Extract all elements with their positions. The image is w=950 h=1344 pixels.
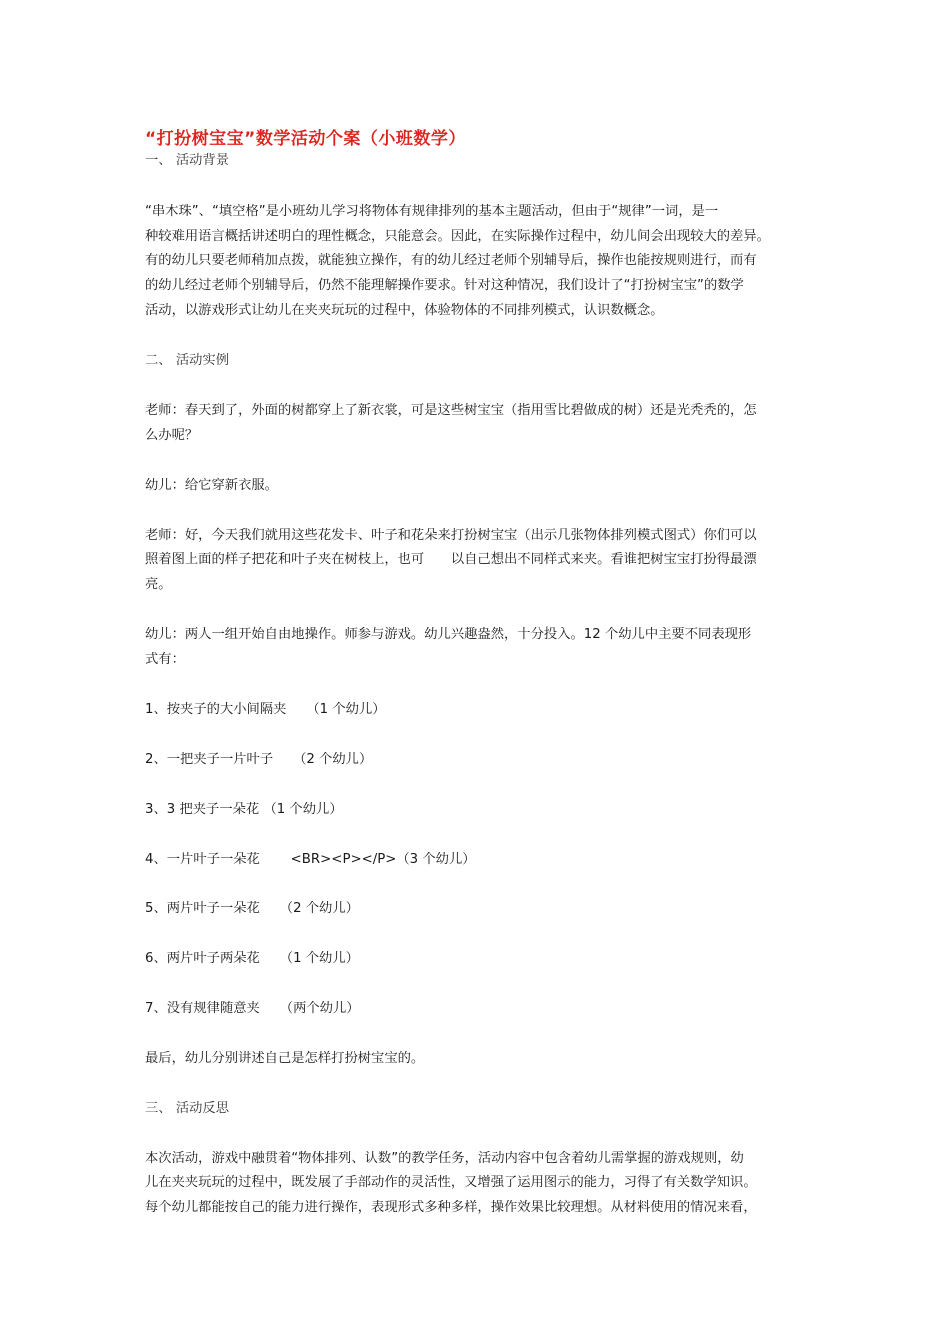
teacher-dialogue-line: 亮。 [145,577,172,592]
child-dialogue-line: 式有： [145,652,185,667]
list-item: 5、两片叶子一朵花 （2 个幼儿） [145,901,359,916]
background-paragraph-line: 的幼儿经过老师个别辅导后，仍然不能理解操作要求。针对这种情况，我们设计了“打扮树宝宝”的数学 [145,278,744,293]
background-paragraph-line: 活动，以游戏形式让幼儿在夹夹玩玩的过程中，体验物体的不同排列模式，认识数概念。 [145,303,664,318]
teacher-dialogue-line: 老师：好，今天我们就用这些花发卡、叶子和花朵来打扮树宝宝（出示几张物体排列模式图式）你们可以 [145,528,757,543]
section-heading-example: 二、 活动实例 [145,353,230,368]
list-item: 2、一把夹子一片叶子 （2 个幼儿） [145,752,373,767]
reflection-paragraph-line: 每个幼儿都能按自己的能力进行操作，表现形式多种多样，操作效果比较理想。从材料使用的情况来看， [145,1200,757,1215]
list-item: 6、两片叶子两朵花 （1 个幼儿） [145,951,359,966]
list-item: 1、按夹子的大小间隔夹 （1 个幼儿） [145,702,386,717]
list-item: 7、没有规律随意夹 （两个幼儿） [145,1001,360,1016]
list-item: 3、3 把夹子一朵花 （1 个幼儿） [145,802,343,817]
teacher-dialogue-line: 么办呢？ [145,428,199,443]
background-paragraph-line: 种较难用语言概括讲述明白的理性概念，只能意会。因此，在实际操作过程中，幼儿间会出现较大的差异。 [145,229,770,244]
reflection-paragraph-line: 儿在夹夹玩玩的过程中，既发展了手部动作的灵活性，又增强了运用图示的能力，习得了有关数学知识。 [145,1175,757,1190]
list-item: 4、一片叶子一朵花 <BR><P></P>（3 个幼儿） [145,852,476,867]
background-paragraph-line: “串木珠”、“填空格”是小班幼儿学习将物体有规律排列的基本主题活动，但由于“规律”一词，是一 [145,204,719,219]
section-heading-reflection: 三、 活动反思 [145,1101,230,1116]
child-dialogue-line: 幼儿：给它穿新衣服。 [145,478,278,493]
final-line: 最后，幼儿分别讲述自己是怎样打扮树宝宝的。 [145,1051,425,1066]
section-heading-background: 一、 活动背景 [145,153,230,168]
document-title: “打扮树宝宝”数学活动个案（小班数学） [145,129,466,149]
teacher-dialogue-line: 老师：春天到了，外面的树都穿上了新衣裳，可是这些树宝宝（指用雪比碧做成的树）还是光秃秃的，怎 [145,403,757,418]
reflection-paragraph-line: 本次活动，游戏中融贯着“物体排列、认数”的教学任务，活动内容中包含着幼儿需掌握的游戏规则，幼 [145,1151,744,1166]
background-paragraph-line: 有的幼儿只要老师稍加点拨，就能独立操作，有的幼儿经过老师个别辅导后，操作也能按规则进行，而有 [145,253,757,268]
teacher-dialogue-line: 照着图上面的样子把花和叶子夹在树枝上，也可 以自己想出不同样式来夹。看谁把树宝宝打扮得最漂 [145,552,757,567]
child-dialogue-line: 幼儿：两人一组开始自由地操作。师参与游戏。幼儿兴趣盎然，十分投入。12 个幼儿中主要不同表现形 [145,627,752,642]
